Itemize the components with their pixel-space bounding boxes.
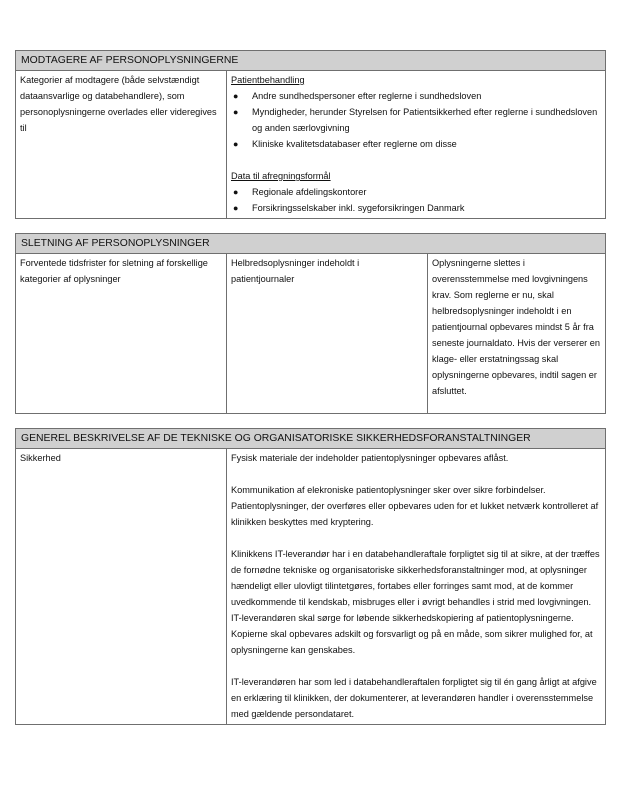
recipients-content: [227, 71, 606, 219]
deletion-table: [15, 233, 606, 414]
recipients-label: Kategorier af modtagere (både selvstændigt dataansvarlige og databehandlere), som personoplysningerne overlades eller videregives til: [16, 71, 227, 219]
security-table: [15, 428, 606, 725]
list-item: ● Kliniske kvalitetsdatabaser efter reglerne om disse: [231, 136, 601, 152]
bullet-icon: ●: [233, 203, 239, 213]
deletion-category: Helbredsoplysninger indeholdt i patientjournaler: [227, 254, 428, 414]
security-label: Sikkerhed: [16, 449, 227, 725]
group-title-patientbehandling: Patientbehandling: [231, 75, 305, 85]
security-heading: GENEREL BESKRIVELSE AF DE TEKNISKE OG ORGANISATORISKE SIKKERHEDSFORANSTALTNINGER: [16, 429, 606, 449]
security-paragraph-2: Kommunikation af elekroniske patientoplysninger sker over sikre forbindelser. Patientoplysninger, der overføres eller opbevares uden for et lukket netværk kontrolleret af klinikken beskyttes med kryptering.: [231, 485, 599, 527]
list-item: ● Regionale afdelingskontorer: [231, 184, 601, 200]
security-paragraph-1: Fysisk materiale der indeholder patientoplysninger opbevares aflåst.: [231, 453, 509, 463]
list-item: ● Andre sundhedspersoner efter reglerne i sundhedsloven: [231, 88, 601, 104]
security-paragraph-3: Klinikkens IT-leverandør har i en databehandleraftale forpligtet sig til at sikre, at der træffes de fornødne tekniske og organisatoriske sikkerhedsforanstaltninger mod, at oplysninger hændeligt eller ulovligt tilintetgøres, fortabes eller forringes samt mod, at de kommer uvedkommende til kendskab, misbruges eller i øvrigt behandles i strid med lovgivningen. IT-leverandøren skal sørge for løbende sikkerhedskopiering af patientoplysningerne. Kopierne skal opbevares adskilt og forsvarligt og på en måde, som sikrer mulighed for, at oplysningerne kan genskabes.: [231, 549, 600, 655]
list-afregning: [231, 184, 601, 216]
deletion-rule: Oplysningerne slettes i overensstemmelse med lovgivningens krav. Som reglerne er nu, skal helbredsoplysninger indeholdt i en patientjournal opbevares mindst 5 år fra seneste journaldato. Hvis der verserer en klage- eller erstatningssag skal oplysningerne opbevares, indtil sagen er afsluttet.: [428, 254, 606, 414]
list-item: ● Myndigheder, herunder Styrelsen for Patientsikkerhed efter reglerne i sundhedsloven og anden særlovgivning: [231, 104, 601, 136]
bullet-icon: ●: [233, 91, 239, 101]
bullet-icon: ●: [233, 139, 239, 149]
security-paragraph-4: IT-leverandøren har som led i databehandleraftalen forpligtet sig til én gang årligt at afgive en erklæring til klinikken, der dokumenterer, at leverandøren handler i overensstemmelse med gældende persondataret.: [231, 677, 597, 719]
group-title-afregning: Data til afregningsformål: [231, 171, 331, 181]
deletion-heading: SLETNING AF PERSONOPLYSNINGER: [16, 234, 606, 254]
deletion-label: Forventede tidsfrister for sletning af forskellige kategorier af oplysninger: [16, 254, 227, 414]
recipients-table: [15, 50, 606, 219]
recipients-heading: MODTAGERE AF PERSONOPLYSNINGERNE: [16, 51, 606, 71]
list-patientbehandling: [231, 88, 601, 152]
security-content: [227, 449, 606, 725]
list-item: ● Forsikringsselskaber inkl. sygeforsikringen Danmark: [231, 200, 601, 216]
bullet-icon: ●: [233, 107, 239, 117]
bullet-icon: ●: [233, 187, 239, 197]
